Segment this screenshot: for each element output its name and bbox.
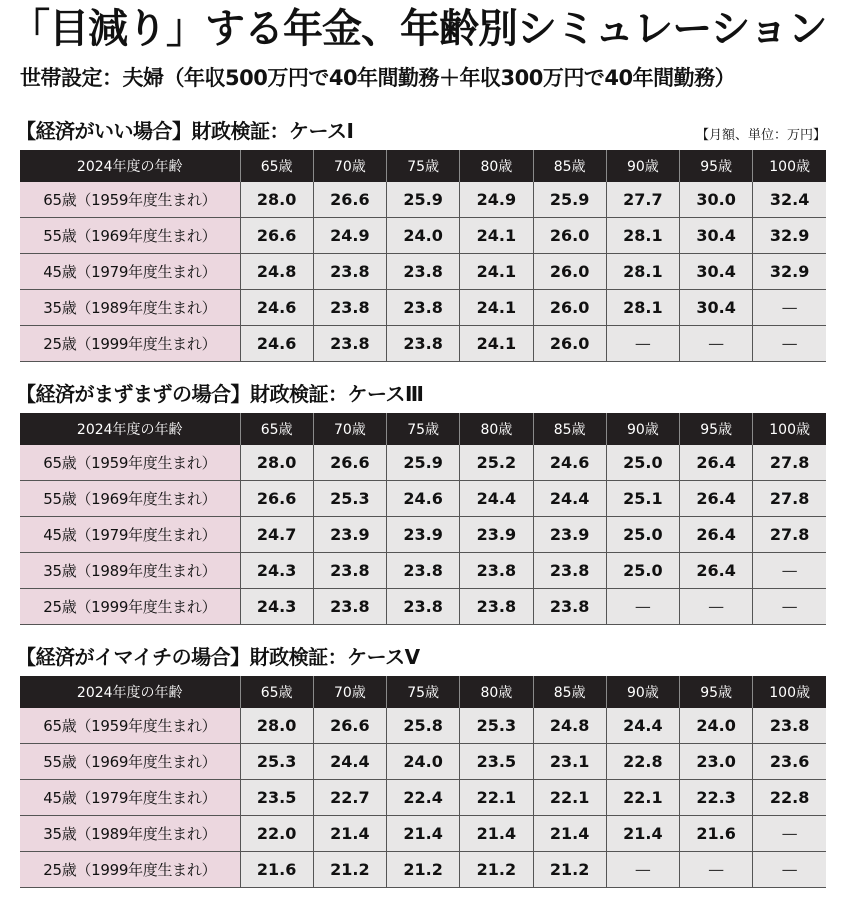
table-cell: 26.6	[240, 481, 313, 517]
column-header: 85歳	[533, 150, 606, 182]
table-cell: 25.1	[606, 481, 679, 517]
table-row	[20, 182, 826, 218]
column-header: 95歳	[680, 676, 753, 708]
table-cell: 21.2	[460, 852, 533, 888]
table-cell: 24.8	[533, 708, 606, 744]
table-cell: 23.0	[680, 744, 753, 780]
table-row	[20, 744, 826, 780]
table-cell: 24.8	[240, 254, 313, 290]
table-cell: —	[680, 326, 753, 362]
table-cell: 26.4	[680, 445, 753, 481]
table-cell: 23.5	[460, 744, 533, 780]
column-header: 70歳	[313, 413, 386, 445]
table-cell: 23.8	[460, 589, 533, 625]
row-label: 45歳（1979年度生まれ）	[20, 254, 240, 290]
table-cell: 21.4	[606, 816, 679, 852]
unit-note: 【月額、単位：万円】	[695, 128, 826, 143]
table-cell: 26.6	[313, 445, 386, 481]
table-cell: 27.8	[753, 445, 826, 481]
table-cell: 24.6	[387, 481, 460, 517]
table-cell: 30.4	[680, 254, 753, 290]
header-row	[20, 676, 826, 708]
table-row	[20, 290, 826, 326]
column-header: 65歳	[240, 676, 313, 708]
table-cell: 28.0	[240, 445, 313, 481]
table-cell: 23.9	[460, 517, 533, 553]
table-cell: 24.4	[606, 708, 679, 744]
table-cell: —	[753, 589, 826, 625]
column-header: 65歳	[240, 413, 313, 445]
table-cell: —	[606, 326, 679, 362]
column-header-age: 2024年度の年齢	[20, 150, 240, 182]
table-cell: 24.7	[240, 517, 313, 553]
table-cell: 24.0	[387, 744, 460, 780]
table-cell: 24.1	[460, 290, 533, 326]
table-row	[20, 481, 826, 517]
table-cell: 22.8	[606, 744, 679, 780]
table-cell: 27.8	[753, 517, 826, 553]
header-row	[20, 150, 826, 182]
table-cell: 23.5	[240, 780, 313, 816]
table-cell: 21.4	[533, 816, 606, 852]
pension-table	[20, 413, 826, 625]
table-cell: 24.4	[533, 481, 606, 517]
row-label: 25歳（1999年度生まれ）	[20, 852, 240, 888]
table-cell: 25.0	[606, 517, 679, 553]
table-cell: 25.9	[533, 182, 606, 218]
table-cell: 26.4	[680, 517, 753, 553]
column-header: 85歳	[533, 413, 606, 445]
column-header: 65歳	[240, 150, 313, 182]
table-cell: 30.4	[680, 218, 753, 254]
table-cell: 24.1	[460, 218, 533, 254]
column-header: 100歳	[753, 150, 826, 182]
table-cell: 26.0	[533, 254, 606, 290]
table-cell: 23.8	[387, 254, 460, 290]
table-row	[20, 218, 826, 254]
table-cell: 23.8	[313, 553, 386, 589]
table-cell: 21.2	[533, 852, 606, 888]
table-cell: 24.1	[460, 326, 533, 362]
table-row	[20, 326, 826, 362]
table-cell: 24.0	[680, 708, 753, 744]
table-cell: 25.0	[606, 553, 679, 589]
table-cell: 28.1	[606, 254, 679, 290]
table-cell: —	[753, 852, 826, 888]
table-cell: 28.0	[240, 708, 313, 744]
table-row	[20, 517, 826, 553]
table-cell: 30.4	[680, 290, 753, 326]
table-cell: 32.4	[753, 182, 826, 218]
table-cell: 23.9	[533, 517, 606, 553]
pension-table	[20, 150, 826, 362]
row-label: 35歳（1989年度生まれ）	[20, 553, 240, 589]
row-label: 45歳（1979年度生まれ）	[20, 517, 240, 553]
table-cell: 25.0	[606, 445, 679, 481]
table-cell: —	[606, 589, 679, 625]
table-row	[20, 816, 826, 852]
table-cell: 23.9	[387, 517, 460, 553]
table-row	[20, 780, 826, 816]
table-cell: 23.6	[753, 744, 826, 780]
table-cell: 24.6	[240, 290, 313, 326]
table-cell: 23.8	[387, 553, 460, 589]
section-title: 【経済がまずまずの場合】財政検証：ケースⅢ	[16, 382, 424, 406]
page-title: 「目減り」する年金、年齢別シミュレーション	[10, 6, 827, 52]
row-label: 65歳（1959年度生まれ）	[20, 708, 240, 744]
table-cell: 24.3	[240, 589, 313, 625]
table-cell: 26.4	[680, 481, 753, 517]
table-cell: 23.8	[313, 589, 386, 625]
table-cell: 28.1	[606, 290, 679, 326]
column-header: 80歳	[460, 676, 533, 708]
table-cell: 25.8	[387, 708, 460, 744]
table-cell: 24.6	[533, 445, 606, 481]
table-cell: 32.9	[753, 218, 826, 254]
section-case-5	[16, 638, 826, 888]
table-cell: 25.3	[240, 744, 313, 780]
table-cell: 26.6	[313, 708, 386, 744]
column-header: 70歳	[313, 676, 386, 708]
table-cell: 21.4	[313, 816, 386, 852]
table-cell: 21.4	[460, 816, 533, 852]
table-cell: 24.6	[240, 326, 313, 362]
column-header: 85歳	[533, 676, 606, 708]
table-cell: 26.0	[533, 326, 606, 362]
table-cell: 24.3	[240, 553, 313, 589]
table-cell: 22.4	[387, 780, 460, 816]
table-cell: 22.1	[460, 780, 533, 816]
table-cell: 23.8	[533, 553, 606, 589]
table-cell: 21.6	[680, 816, 753, 852]
row-label: 25歳（1999年度生まれ）	[20, 589, 240, 625]
table-cell: 21.4	[387, 816, 460, 852]
table-cell: —	[753, 290, 826, 326]
pension-table	[20, 676, 826, 888]
table-cell: 24.4	[460, 481, 533, 517]
column-header: 75歳	[387, 676, 460, 708]
table-cell: 28.1	[606, 218, 679, 254]
table-cell: —	[606, 852, 679, 888]
table-cell: 25.3	[313, 481, 386, 517]
table-cell: 23.8	[313, 326, 386, 362]
column-header: 95歳	[680, 150, 753, 182]
table-cell: 26.6	[240, 218, 313, 254]
row-label: 55歳（1969年度生まれ）	[20, 218, 240, 254]
table-cell: 22.1	[533, 780, 606, 816]
table-cell: 22.8	[753, 780, 826, 816]
column-header: 90歳	[606, 150, 679, 182]
row-label: 25歳（1999年度生まれ）	[20, 326, 240, 362]
table-row	[20, 708, 826, 744]
table-cell: 23.8	[313, 290, 386, 326]
table-cell: 21.2	[313, 852, 386, 888]
table-cell: 25.2	[460, 445, 533, 481]
column-header: 80歳	[460, 413, 533, 445]
table-cell: 24.0	[387, 218, 460, 254]
section-title: 【経済がいい場合】財政検証：ケースⅠ	[16, 119, 354, 143]
table-cell: 23.8	[460, 553, 533, 589]
table-cell: 26.6	[313, 182, 386, 218]
column-header: 100歳	[753, 676, 826, 708]
table-cell: 23.8	[313, 254, 386, 290]
table-row	[20, 852, 826, 888]
column-header: 75歳	[387, 150, 460, 182]
row-label: 65歳（1959年度生まれ）	[20, 182, 240, 218]
row-label: 35歳（1989年度生まれ）	[20, 290, 240, 326]
table-cell: 24.9	[313, 218, 386, 254]
table-cell: —	[753, 553, 826, 589]
table-cell: 22.3	[680, 780, 753, 816]
table-cell: 24.1	[460, 254, 533, 290]
table-cell: 23.9	[313, 517, 386, 553]
table-cell: 23.8	[387, 326, 460, 362]
table-cell: —	[753, 816, 826, 852]
table-cell: 27.7	[606, 182, 679, 218]
table-cell: 30.0	[680, 182, 753, 218]
column-header: 90歳	[606, 413, 679, 445]
column-header: 100歳	[753, 413, 826, 445]
table-cell: 26.0	[533, 218, 606, 254]
table-cell: 27.8	[753, 481, 826, 517]
table-cell: 23.1	[533, 744, 606, 780]
column-header: 90歳	[606, 676, 679, 708]
table-cell: 23.8	[387, 290, 460, 326]
row-label: 55歳（1969年度生まれ）	[20, 744, 240, 780]
section-title: 【経済がイマイチの場合】財政検証：ケースⅤ	[16, 645, 420, 669]
table-cell: 32.9	[753, 254, 826, 290]
table-cell: 22.0	[240, 816, 313, 852]
table-cell: 22.1	[606, 780, 679, 816]
table-cell: 25.9	[387, 182, 460, 218]
table-cell: 23.8	[753, 708, 826, 744]
table-cell: 28.0	[240, 182, 313, 218]
table-cell: 21.2	[387, 852, 460, 888]
table-cell: 24.4	[313, 744, 386, 780]
row-label: 45歳（1979年度生まれ）	[20, 780, 240, 816]
table-cell: —	[680, 852, 753, 888]
row-label: 65歳（1959年度生まれ）	[20, 445, 240, 481]
section-case-3	[16, 375, 826, 625]
column-header: 75歳	[387, 413, 460, 445]
table-row	[20, 589, 826, 625]
table-row	[20, 254, 826, 290]
column-header-age: 2024年度の年齢	[20, 676, 240, 708]
table-cell: 25.9	[387, 445, 460, 481]
table-row	[20, 445, 826, 481]
household-setting: 世帯設定：夫婦（年収500万円で40年間勤務＋年収300万円で40年間勤務）	[20, 66, 736, 90]
row-label: 55歳（1969年度生まれ）	[20, 481, 240, 517]
table-cell: 25.3	[460, 708, 533, 744]
table-cell: 23.8	[387, 589, 460, 625]
column-header-age: 2024年度の年齢	[20, 413, 240, 445]
table-cell: 21.6	[240, 852, 313, 888]
table-cell: 26.0	[533, 290, 606, 326]
row-label: 35歳（1989年度生まれ）	[20, 816, 240, 852]
header-row	[20, 413, 826, 445]
table-cell: 22.7	[313, 780, 386, 816]
table-cell: —	[680, 589, 753, 625]
table-cell: 26.4	[680, 553, 753, 589]
table-cell: 24.9	[460, 182, 533, 218]
column-header: 80歳	[460, 150, 533, 182]
table-cell: 23.8	[533, 589, 606, 625]
table-cell: —	[753, 326, 826, 362]
column-header: 70歳	[313, 150, 386, 182]
table-row	[20, 553, 826, 589]
column-header: 95歳	[680, 413, 753, 445]
section-case-1	[16, 112, 826, 362]
